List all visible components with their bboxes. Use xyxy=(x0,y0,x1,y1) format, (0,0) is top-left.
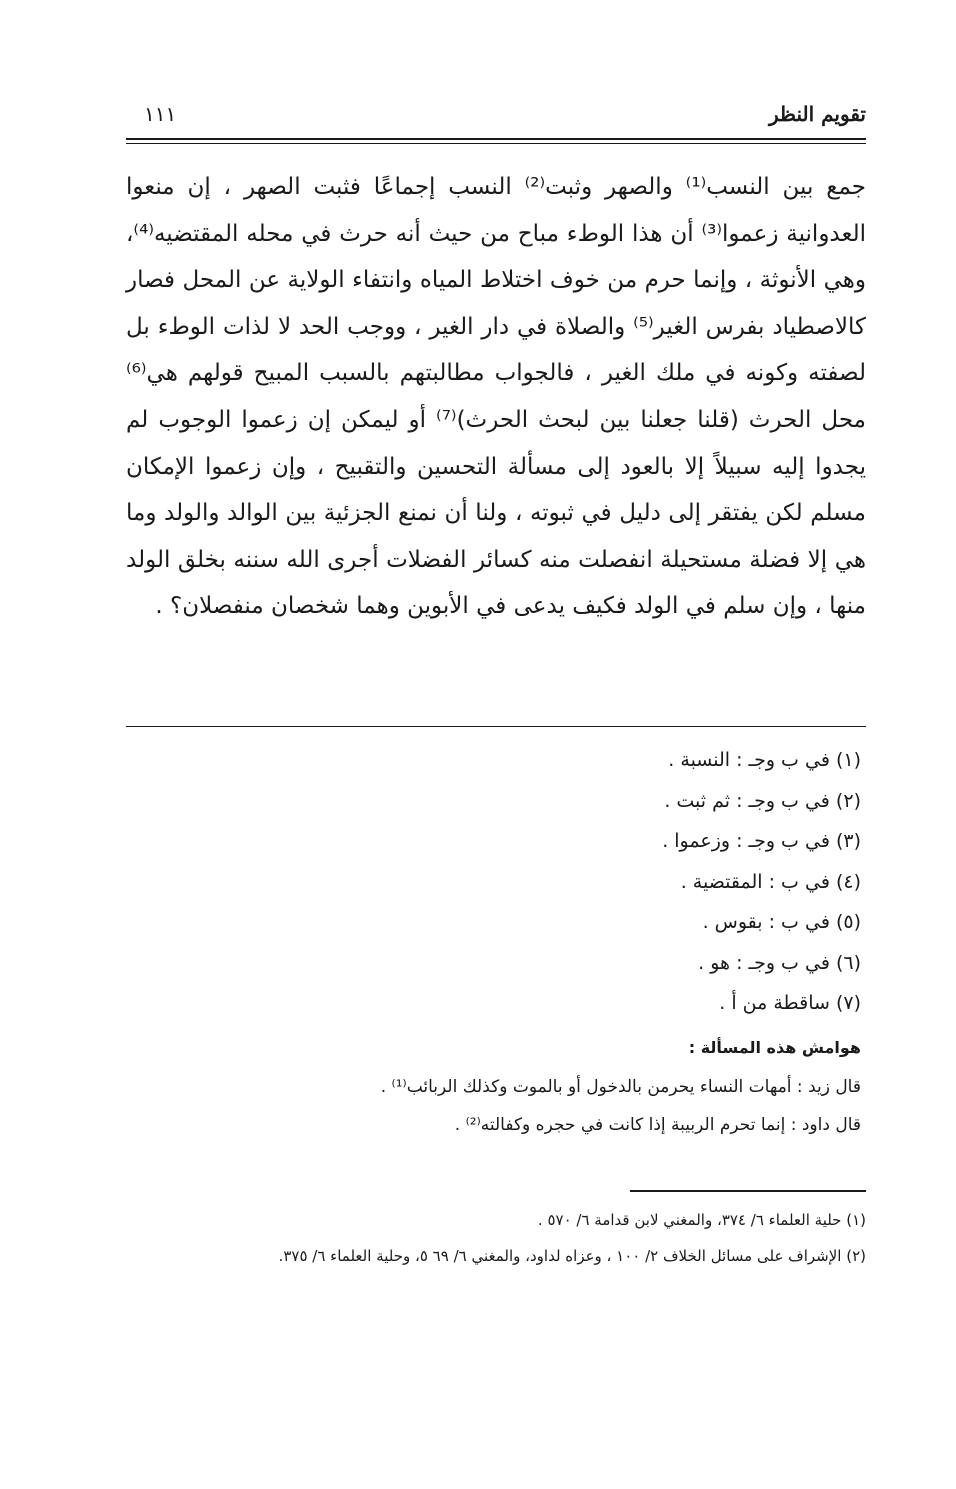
text-line: عن المحل فصار كالاصطياد بفرس الغير⁽⁵⁾ والصلاة في دار الغير ، ووجب xyxy=(126,267,866,340)
note-item: (٦) في ب وجـ : هو . xyxy=(698,951,861,974)
main-text xyxy=(126,164,866,630)
running-title: تقويم النظر xyxy=(769,102,866,126)
hawamish-item: قال داود : إنما تحرم الربيبة إذا كانت في حجره وكفالته⁽²⁾ . xyxy=(454,1115,861,1135)
footnote-item: (٢) الإشراف على مسائل الخلاف ٢/ ١٠٠ ، وعزاه لداود، والمغني ٦/ ٦٩ ٥، وحلية العلماء ٦/ ٣٧٥. xyxy=(278,1247,866,1265)
footnote-separator xyxy=(630,1190,866,1192)
text-line: بالسبب المبيح قولهم هي⁽⁶⁾ محل الحرث (قلنا جعلنا بين لبحث الحرث)⁽⁷⁾ أو xyxy=(126,360,866,433)
footnotes xyxy=(126,1205,866,1277)
hawamish-heading: هوامش هذه المسألة : xyxy=(688,1038,861,1057)
text-line: في الولد فكيف يدعى في الأبوين وهما شخصان منفصلان؟ . xyxy=(155,593,716,620)
text-line: الحد لا لذات الوطء بل لصفته وكونه في ملك الغير ، فالجواب مطالبتهم xyxy=(126,313,867,387)
header-rule xyxy=(126,138,866,140)
note-item: (٥) في ب : بقوس . xyxy=(702,911,861,933)
note-item: (٣) في ب وجـ : وزعموا . xyxy=(662,830,861,852)
page-number: ١١١ xyxy=(144,102,177,126)
note-item: (٧) ساقطة من أ . xyxy=(719,992,861,1014)
notes-separator xyxy=(126,726,866,727)
text-line: العدوانية زعموا⁽³⁾ أن هذا الوطء مباح من حيث أنه حرث في محله xyxy=(246,220,866,247)
page-header xyxy=(126,100,866,134)
text-line: جمع بين النسب⁽¹⁾ والصهر وثبت⁽²⁾ النسب إجماعًا فثبت الصهر ، إن منعوا xyxy=(126,174,866,200)
variant-notes xyxy=(126,740,861,1024)
header-rule-thin xyxy=(126,143,866,144)
text-line: المقتضيه⁽⁴⁾، وهي الأنوثة ، وإنما حرم من خوف اختلاط المياه وانتفاء الولاية xyxy=(126,220,866,294)
note-item: (٢) في ب وجـ : ثم ثبت . xyxy=(664,789,861,812)
hawamish-item: قال زيد : أمهات النساء يحرمن بالدخول أو بالموت وكذلك الربائب⁽¹⁾ . xyxy=(380,1077,861,1097)
note-item: (٤) في ب : المقتضية . xyxy=(680,870,861,893)
footnote-item: (١) حلية العلماء ٦/ ٣٧٤، والمغني لابن قدامة ٦/ ٥٧٠ . xyxy=(537,1211,866,1229)
text-line: ثبوته ، ولنا أن نمنع الجزئية بين الوالد والولد وما هي إلا فضلة مستحيلة xyxy=(126,500,866,573)
hawamish-list xyxy=(126,1068,861,1144)
text-line: ليمكن إن زعموا الوجوب لم يجدوا إليه سبيلاً إلا بالعود إلى مسألة xyxy=(126,406,866,480)
note-item: (١) في ب وجـ : النسبة . xyxy=(668,749,861,771)
text-line: انفصلت منه كسائر الفضلات أجرى الله سننه بخلق الولد منها ، وإن سلم xyxy=(126,546,866,620)
text-line: التحسين والتقبيح ، وإن زعموا الإمكان مسلم لكن يفتقر إلى دليل في xyxy=(126,453,866,527)
